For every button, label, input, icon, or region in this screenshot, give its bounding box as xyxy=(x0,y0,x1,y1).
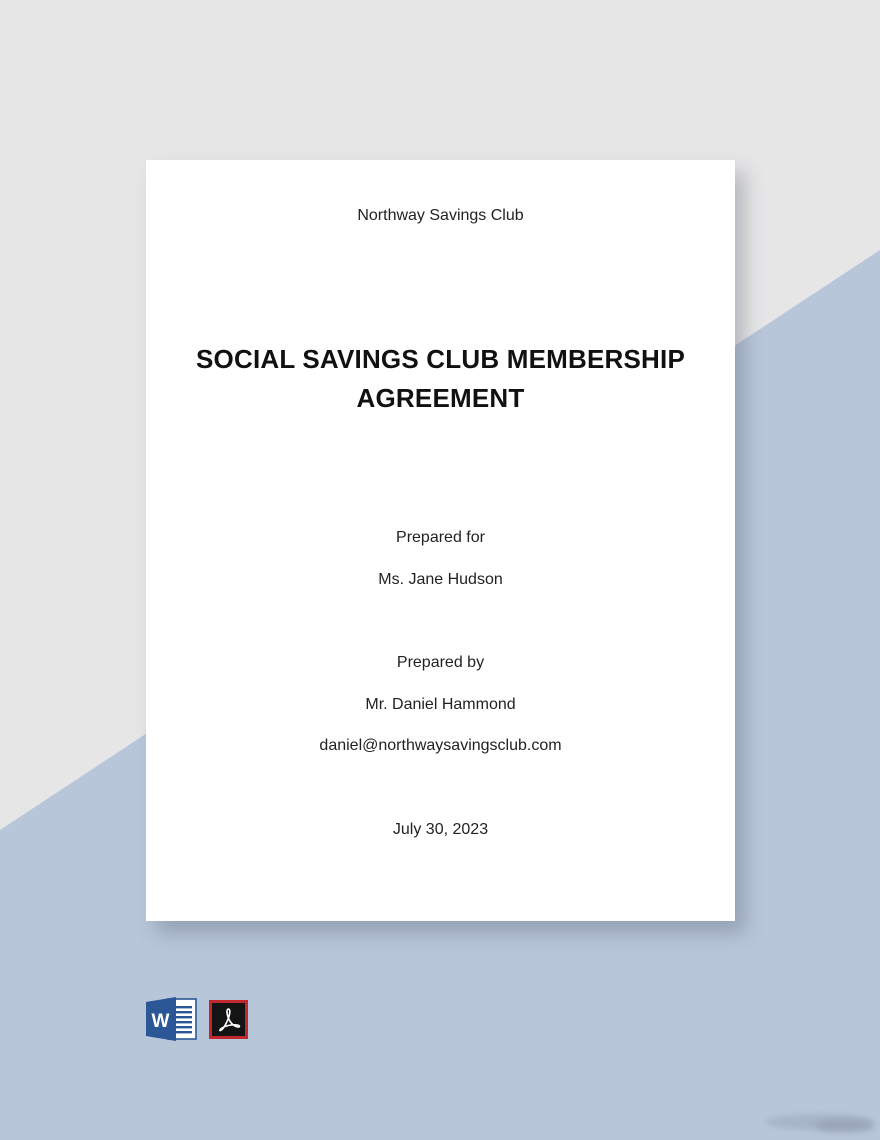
pdf-icon[interactable] xyxy=(209,1000,248,1039)
document-title xyxy=(176,340,705,418)
document-page xyxy=(146,160,735,921)
document-title-line-2: AGREEMENT xyxy=(356,383,525,413)
prepared-by-email: daniel@northwaysavingsclub.com xyxy=(319,737,562,754)
prepared-by-name: Mr. Daniel Hammond xyxy=(365,696,516,713)
organization-name: Northway Savings Club xyxy=(357,207,524,224)
prepared-for-name: Ms. Jane Hudson xyxy=(378,571,503,588)
word-icon[interactable] xyxy=(146,997,198,1041)
document-title-line-1: SOCIAL SAVINGS CLUB MEMBERSHIP xyxy=(196,344,685,374)
prepared-by-label: Prepared by xyxy=(396,654,485,671)
document-date: July 30, 2023 xyxy=(392,821,489,838)
svg-text:W: W xyxy=(151,1011,170,1032)
prepared-for-label: Prepared for xyxy=(396,529,485,546)
corner-smudge xyxy=(725,1096,880,1140)
